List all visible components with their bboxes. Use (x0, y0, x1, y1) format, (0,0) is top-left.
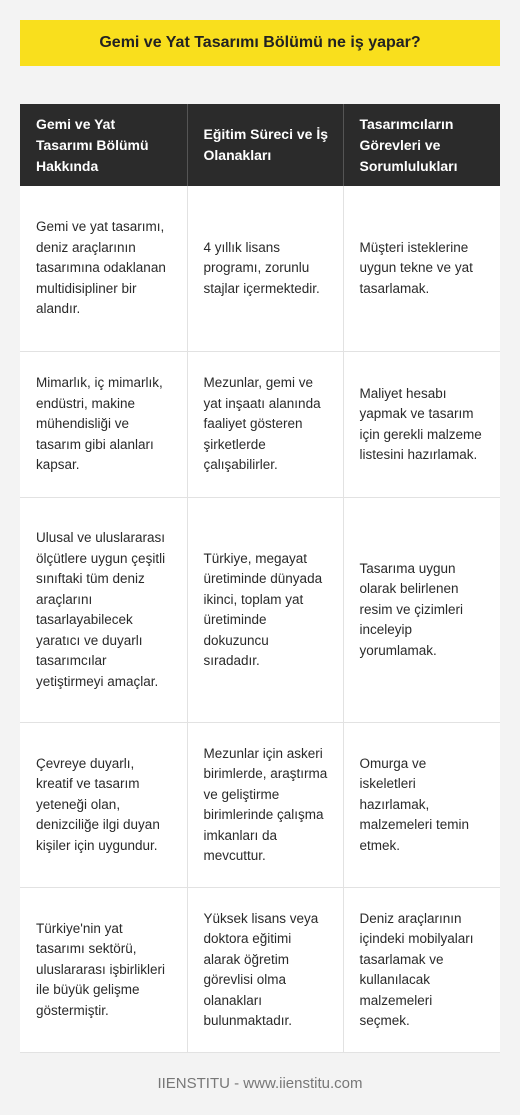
table-cell: Omurga ve iskeletleri hazırlamak, malzemeleri temin etmek. (343, 723, 500, 888)
table-cell: Çevreye duyarlı, kreatif ve tasarım yeteneği olan, denizciliğe ilgi duyan kişiler için uygundur. (20, 723, 187, 888)
table-cell: 4 yıllık lisans programı, zorunlu stajlar içermektedir. (187, 186, 343, 352)
table-row (20, 352, 500, 498)
table-cell: Türkiye, megayat üretiminde dünyada ikinci, toplam yat üretiminde dokuzuncu sıradadır. (187, 498, 343, 723)
table-cell: Mezunlar için askeri birimlerde, araştırma ve geliştirme birimlerinde çalışma imkanları da mevcuttur. (187, 723, 343, 888)
table-row (20, 888, 500, 1053)
table-cell: Tasarıma uygun olarak belirlenen resim ve çizimleri inceleyip yorumlamak. (343, 498, 500, 723)
table-row (20, 723, 500, 888)
table-row (20, 186, 500, 352)
table-cell: Maliyet hesabı yapmak ve tasarım için gerekli malzeme listesini hazırlamak. (343, 352, 500, 498)
footer-credit: IIENSTITU - www.iienstitu.com (157, 1075, 363, 1092)
info-table (20, 104, 500, 1053)
table-cell: Mezunlar, gemi ve yat inşaatı alanında faaliyet gösteren şirketlerde çalışabilirler. (187, 352, 343, 498)
column-header-duties: Tasarımcıların Görevleri ve Sorumlulukları (343, 104, 500, 186)
page-title: Gemi ve Yat Tasarımı Bölümü ne iş yapar? (99, 34, 421, 51)
table-cell: Yüksek lisans veya doktora eğitimi alarak öğretim görevlisi olma olanakları bulunmaktadır. (187, 888, 343, 1053)
table-cell: Deniz araçlarının içindeki mobilyaları tasarlamak ve kullanılacak malzemeleri seçmek. (343, 888, 500, 1053)
column-header-education: Eğitim Süreci ve İş Olanakları (187, 104, 343, 186)
table-header-row (20, 104, 500, 186)
page-title-banner (20, 20, 500, 66)
table-cell: Türkiye'nin yat tasarımı sektörü, uluslararası işbirlikleri ile büyük gelişme göstermiştir. (20, 888, 187, 1053)
table-cell: Gemi ve yat tasarımı, deniz araçlarının tasarımına odaklanan multidisipliner bir alandır. (20, 186, 187, 352)
table-cell: Ulusal ve uluslararası ölçütlere uygun çeşitli sınıftaki tüm deniz araçlarını tasarlayabilecek yaratıcı ve duyarlı tasarımcılar yetiştirmeyi amaçlar. (20, 498, 187, 723)
table-cell: Mimarlık, iç mimarlık, endüstri, makine mühendisliği ve tasarım gibi alanları kapsar. (20, 352, 187, 498)
table-cell: Müşteri isteklerine uygun tekne ve yat tasarlamak. (343, 186, 500, 352)
column-header-about: Gemi ve Yat Tasarımı Bölümü Hakkında (20, 104, 187, 186)
table-row (20, 498, 500, 723)
